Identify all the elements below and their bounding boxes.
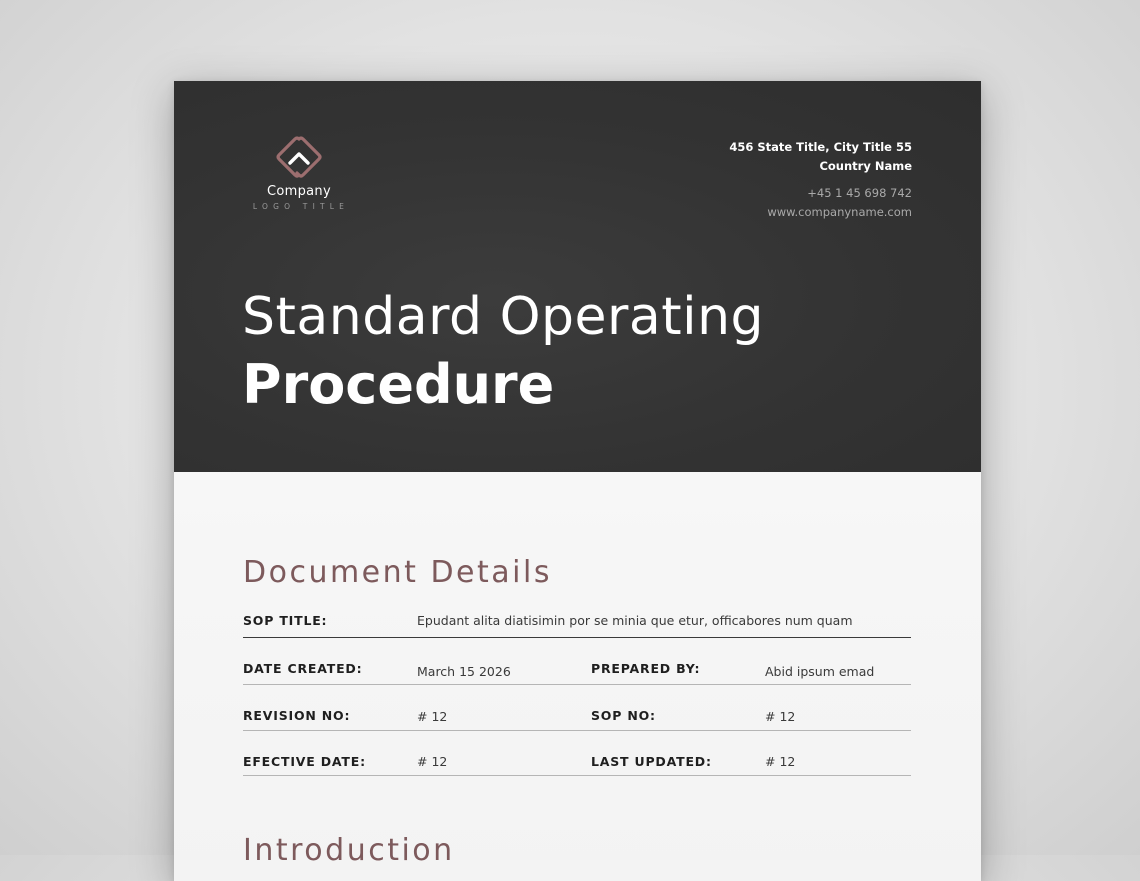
- document-title-line1: Standard Operating: [242, 287, 765, 347]
- row-divider: [243, 684, 911, 685]
- document-details-heading: Document Details: [243, 555, 552, 590]
- address-line1: 456 State Title, City Title 55: [729, 140, 912, 154]
- revision-no-value: # 12: [417, 709, 448, 724]
- effective-date-label: EFECTIVE DATE:: [243, 754, 366, 769]
- sop-title-value: Epudant alita diatisimin por se minia que etur, officabores num quam: [417, 613, 853, 628]
- logo-subtitle: LOGO TITLE: [252, 202, 350, 211]
- last-updated-label: LAST UPDATED:: [591, 754, 712, 769]
- address-line2: Country Name: [819, 159, 912, 173]
- sop-no-label: SOP NO:: [591, 708, 656, 723]
- prepared-by-label: PREPARED BY:: [591, 661, 701, 676]
- revision-no-label: REVISION NO:: [243, 708, 351, 723]
- company-logo: [240, 136, 358, 211]
- date-created-value: March 15 2026: [417, 664, 511, 679]
- sop-title-label: SOP TITLE:: [243, 613, 328, 628]
- sop-title-row: [243, 613, 911, 639]
- website-link[interactable]: www.companyname.com: [767, 205, 912, 219]
- row-divider: [243, 730, 911, 731]
- effective-date-value: # 12: [417, 754, 448, 769]
- document-page: [174, 81, 981, 881]
- logo-company-name: Company: [267, 184, 331, 199]
- contact-block: [729, 138, 912, 222]
- prepared-by-value: Abid ipsum emad: [765, 664, 875, 679]
- document-header: [174, 81, 981, 472]
- row-divider: [243, 775, 911, 776]
- sop-no-value: # 12: [765, 709, 796, 724]
- phone-number: +45 1 45 698 742: [807, 186, 912, 200]
- row-divider: [243, 637, 911, 638]
- document-title-line2: Procedure: [242, 353, 555, 416]
- introduction-heading: Introduction: [243, 833, 455, 868]
- last-updated-value: # 12: [765, 754, 796, 769]
- rounded-diamond-chevron-icon: [275, 136, 323, 180]
- date-created-label: DATE CREATED:: [243, 661, 363, 676]
